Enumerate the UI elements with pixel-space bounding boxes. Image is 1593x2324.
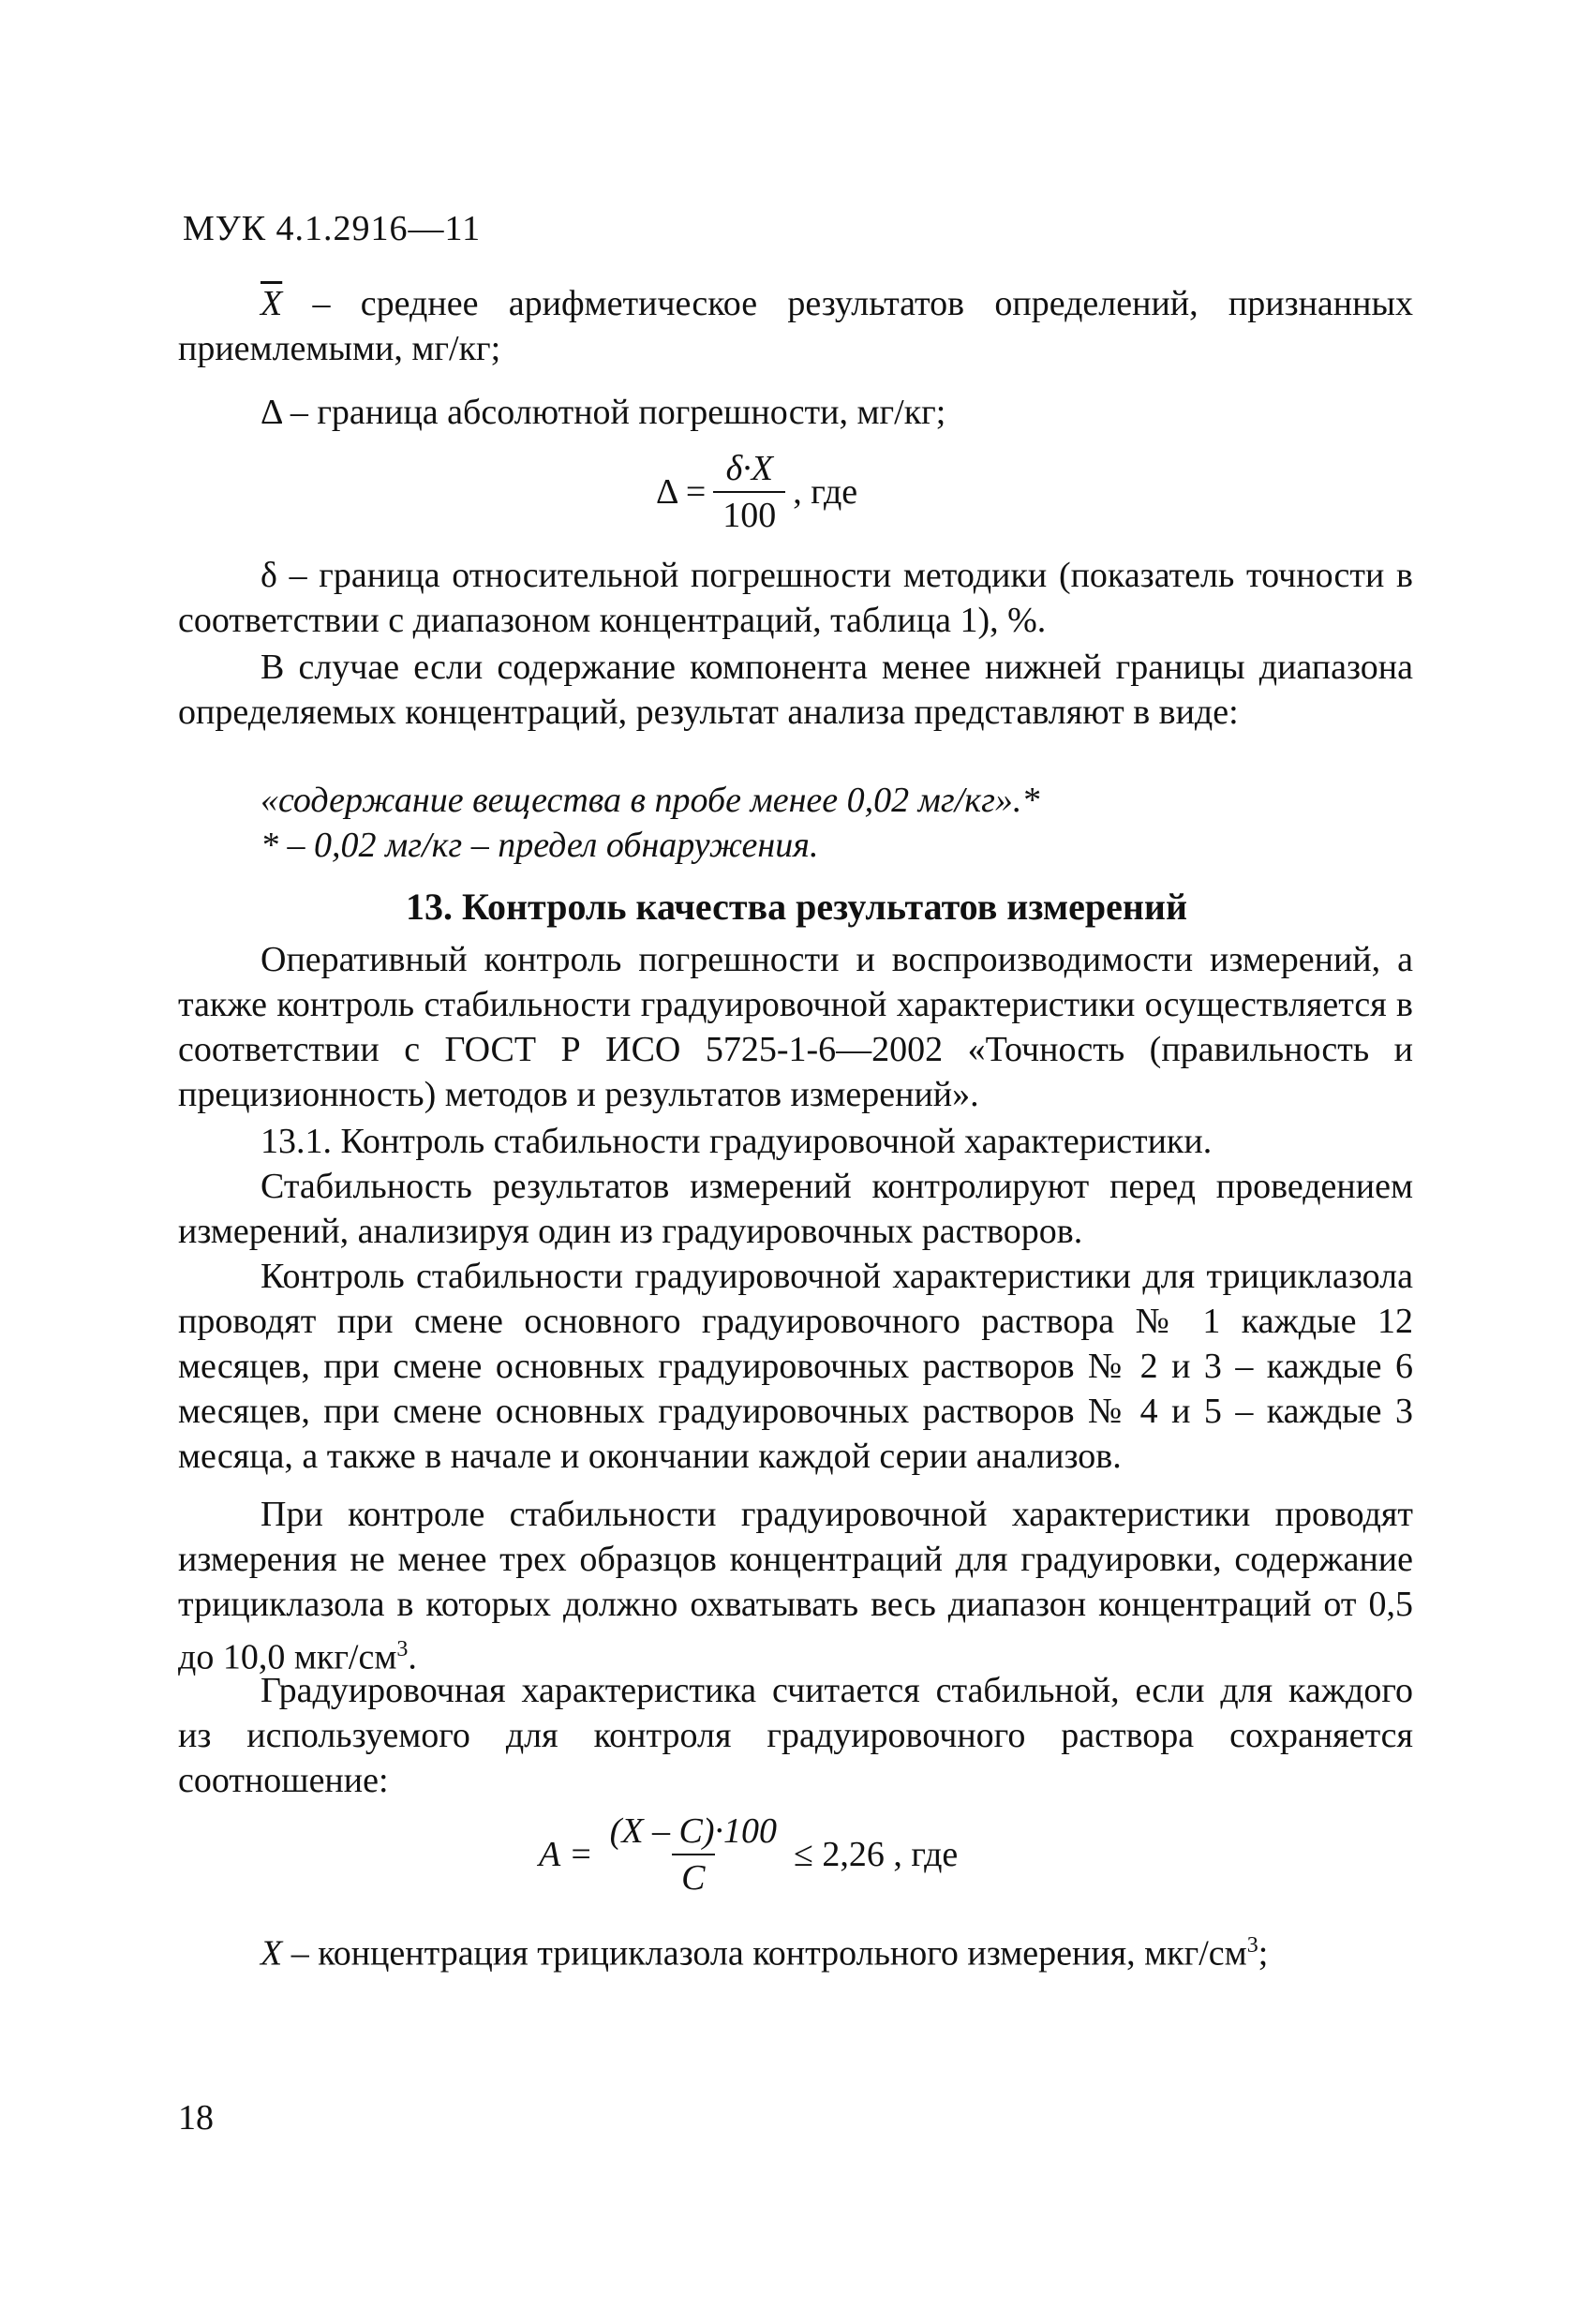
paragraph-5-text: При контроле стабильности градуировочной характеристики проводят измерения не менее трех образцов концентраций для градуировки, содержание трициклазола в которых должно охватывать весь диапазон концентраций от 0,5 до 10,0 мкг/см	[178, 1495, 1413, 1677]
section-13-paragraph-6: Градуировочная характеристика считается стабильной, если для каждого из используемого для контроля градуировочного раствора сохраняется соотношение:	[178, 1671, 1413, 1800]
formula-stability-numerator: (X – C)·100	[609, 1811, 778, 1851]
document-code: МУК 4.1.2916—11	[183, 209, 482, 248]
formula-delta-denominator: 100	[713, 491, 785, 536]
paragraph-lower-bound: В случае если содержание компонента менее нижней границы диапазона определяемых концентраций, результат анализа представляют в виде:	[178, 648, 1413, 732]
relative-error-definition: δ – граница относительной погрешности методики (показатель точности в соответствии с диапазоном концентраций, таблица 1), %.	[178, 556, 1413, 640]
section-13-paragraph-1: Оперативный контроль погрешности и воспроизводимости измерений, а также контроль стабильности градуировочной характеристики осуществляется в соответствии с ГОСТ Р ИСО 5725-1-6—2002 «Точность (правильность и прецизионность) методов и результатов измерений».	[178, 940, 1413, 1114]
detection-limit-footnote: * – 0,02 мг/кг – предел обнаружения.	[261, 826, 819, 865]
section-13-paragraph-3: Стабильность результатов измерений контролируют перед проведением измерений, анализируя один из градуировочных растворов.	[178, 1167, 1413, 1251]
xbar-text: – среднее арифметическое результатов определений, признанных приемлемыми, мг/кг;	[178, 284, 1413, 368]
formula-delta-numerator: δ·X	[725, 449, 773, 488]
paragraph-5-sup: 3	[396, 1637, 409, 1661]
xbar-definition	[178, 281, 1413, 371]
x-definition-sup: 3	[1246, 1933, 1258, 1958]
section-13-heading: 13. Контроль качества результатов измерений	[406, 886, 1187, 928]
formula-stability-fraction	[601, 1810, 786, 1899]
section-13-1-title: 13.1. Контроль стабильности градуировочной характеристики.	[261, 1122, 1213, 1161]
paragraph-5-end: .	[408, 1637, 417, 1677]
xbar-symbol: $\overline{X}$	[261, 284, 283, 323]
page-number: 18	[178, 2098, 214, 2138]
formula-delta	[656, 448, 857, 536]
delta-definition: Δ – граница абсолютной погрешности, мг/кг;	[261, 393, 946, 432]
formula-stability-lhs: A =	[539, 1835, 593, 1874]
formula-delta-lhs: Δ =	[656, 472, 707, 512]
formula-delta-fraction	[713, 448, 785, 536]
x-symbol: X	[261, 1933, 283, 1974]
section-13-paragraph-5	[178, 1492, 1413, 1680]
x-definition-text: – концентрация трициклазола контрольного измерения, мкг/см	[282, 1933, 1247, 1974]
formula-stability-suffix: ≤ 2,26 , где	[794, 1835, 959, 1874]
formula-stability	[539, 1810, 958, 1899]
x-definition	[178, 1923, 1413, 1976]
section-13-paragraph-4: Контроль стабильности градуировочной характеристики для трициклазола проводят при смене основного градуировочного раствора № 1 каждые 12 месяцев, при смене основных градуировочных растворов № 2 и 3 – каждые 6 месяцев, при смене основных градуировочных растворов № 4 и 5 – каждые 3 месяца, а также в начале и окончании каждой серии анализов.	[178, 1257, 1413, 1476]
formula-stability-denominator: C	[672, 1854, 714, 1899]
x-definition-end: ;	[1258, 1933, 1269, 1974]
formula-delta-suffix: , где	[793, 472, 858, 512]
result-format-italic: «содержание вещества в пробе менее 0,02 мг/кг».*	[261, 781, 1040, 820]
